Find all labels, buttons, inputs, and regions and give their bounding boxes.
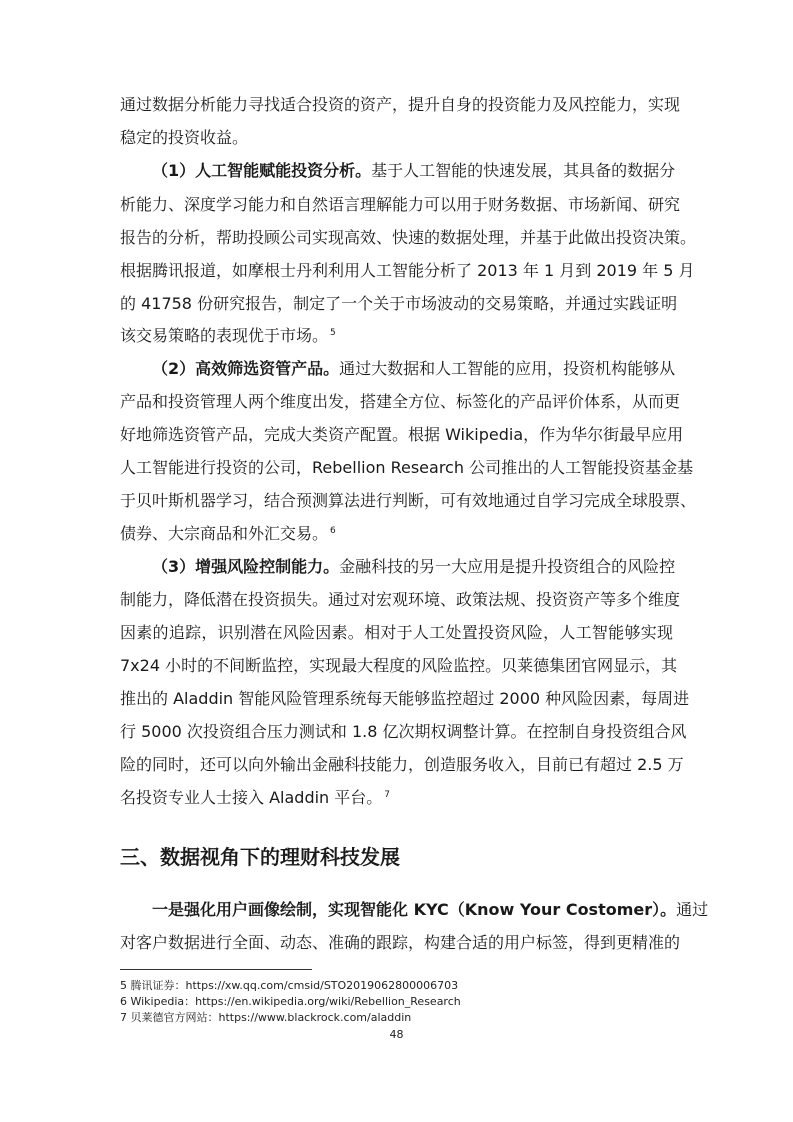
footnote-ref[interactable]: 7: [384, 789, 391, 800]
body-line: 根据腾讯报道，如摩根士丹利利用人工智能分析了 2013 年 1 月到 2019 年 5 月: [120, 261, 695, 280]
body-line: 债券、大宗商品和外汇交易。 $^6$: [120, 524, 336, 543]
section-paragraph-label: 一是强化用户画像绘制，实现智能化 KYC（Know Your Costomer）。: [152, 900, 677, 919]
footnote-ref[interactable]: 6: [330, 525, 336, 536]
body-line: 推出的 Aladdin 智能风险管理系统每天能够监控超过 2000 种风险因素，每周进: [120, 689, 690, 708]
footnote-divider: [120, 969, 312, 970]
section-paragraph-first-line: 一是强化用户画像绘制，实现智能化 KYC（Know Your Costomer）。通过: [152, 900, 709, 919]
paragraph-1-first-line: （1）人工智能赋能投资分析。基于人工智能的快速发展，其具备的数据分: [152, 161, 676, 180]
body-line: 因素的追踪，识别潜在风险因素。相对于人工处置投资风险，人工智能够实现: [120, 623, 673, 642]
paragraph-3-first-line: （3）增强风险控制能力。金融科技的另一大应用是提升投资组合的风险控: [152, 557, 676, 576]
body-line: 通过数据分析能力寻找适合投资的资产，提升自身的投资能力及风控能力，实现: [120, 95, 681, 114]
paragraph-2-label: （2）高效筛选资管产品。: [152, 359, 340, 378]
paragraph-3-label: （3）增强风险控制能力。: [152, 557, 340, 576]
body-line: 该交易策略的表现优于市场。 $^5$: [120, 326, 336, 345]
section-heading: 三、数据视角下的理财科技发展: [120, 845, 400, 869]
body-line: 制能力，降低潜在投资损失。通过对宏观环境、政策法规、投资资产等多个维度: [120, 590, 681, 609]
body-line: 报告的分析，帮助投顾公司实现高效、快速的数据处理，并基于此做出投资决策。: [120, 228, 697, 247]
body-line: 对客户数据进行全面、动态、准确的跟踪，构建合适的用户标签，得到更精准的: [120, 933, 681, 952]
body-line: 的 41758 份研究报告，制定了一个关于市场波动的交易策略，并通过实践证明: [120, 294, 678, 313]
paragraph-2-first-line: （2）高效筛选资管产品。通过大数据和人工智能的应用，投资机构能够从: [152, 359, 676, 378]
paragraph-1-label: （1）人工智能赋能投资分析。: [152, 161, 372, 180]
body-line: 析能力、深度学习能力和自然语言理解能力可以用于财务数据、市场新闻、研究: [120, 195, 681, 214]
body-line: 稳定的投资收益。: [120, 128, 249, 147]
body-line: 人工智能进行投资的公司，Rebellion Research 公司推出的人工智能投资基金基: [120, 458, 694, 477]
body-line: 产品和投资管理人两个维度出发，搭建全方位、标签化的产品评价体系，从而更: [120, 392, 681, 411]
body-line: 于贝叶斯机器学习，结合预测算法进行判断，可有效地通过自学习完成全球股票、: [120, 491, 697, 510]
body-line: 好地筛选资管产品，完成大类资产配置。根据 Wikipedia，作为华尔街最早应用: [120, 425, 684, 444]
footnote[interactable]: 7 贝莱德官方网站：https://www.blackrock.com/aladdin: [120, 1011, 412, 1024]
body-line: 险的同时，还可以向外输出金融科技能力，创造服务收入，目前已有超过 2.5 万: [120, 755, 684, 774]
body-line: 行 5000 次投资组合压力测试和 1.8 亿次期权调整计算。在控制自身投资组合风: [120, 722, 687, 741]
body-line: 名投资专业人士接入 Aladdin 平台。 $^7$: [120, 788, 391, 807]
page-number: 48: [389, 1028, 404, 1041]
footnote[interactable]: 5 腾讯证券：https://xw.qq.com/cmsid/STO2019062800006703: [120, 979, 459, 992]
body-line: 7x24 小时的不间断监控，实现最大程度的风险监控。贝莱德集团官网显示，其: [120, 656, 678, 675]
footnote-ref[interactable]: 5: [330, 327, 336, 338]
footnote[interactable]: 6 Wikipedia：https://en.wikipedia.org/wiki/Rebellion_Research: [120, 995, 461, 1008]
